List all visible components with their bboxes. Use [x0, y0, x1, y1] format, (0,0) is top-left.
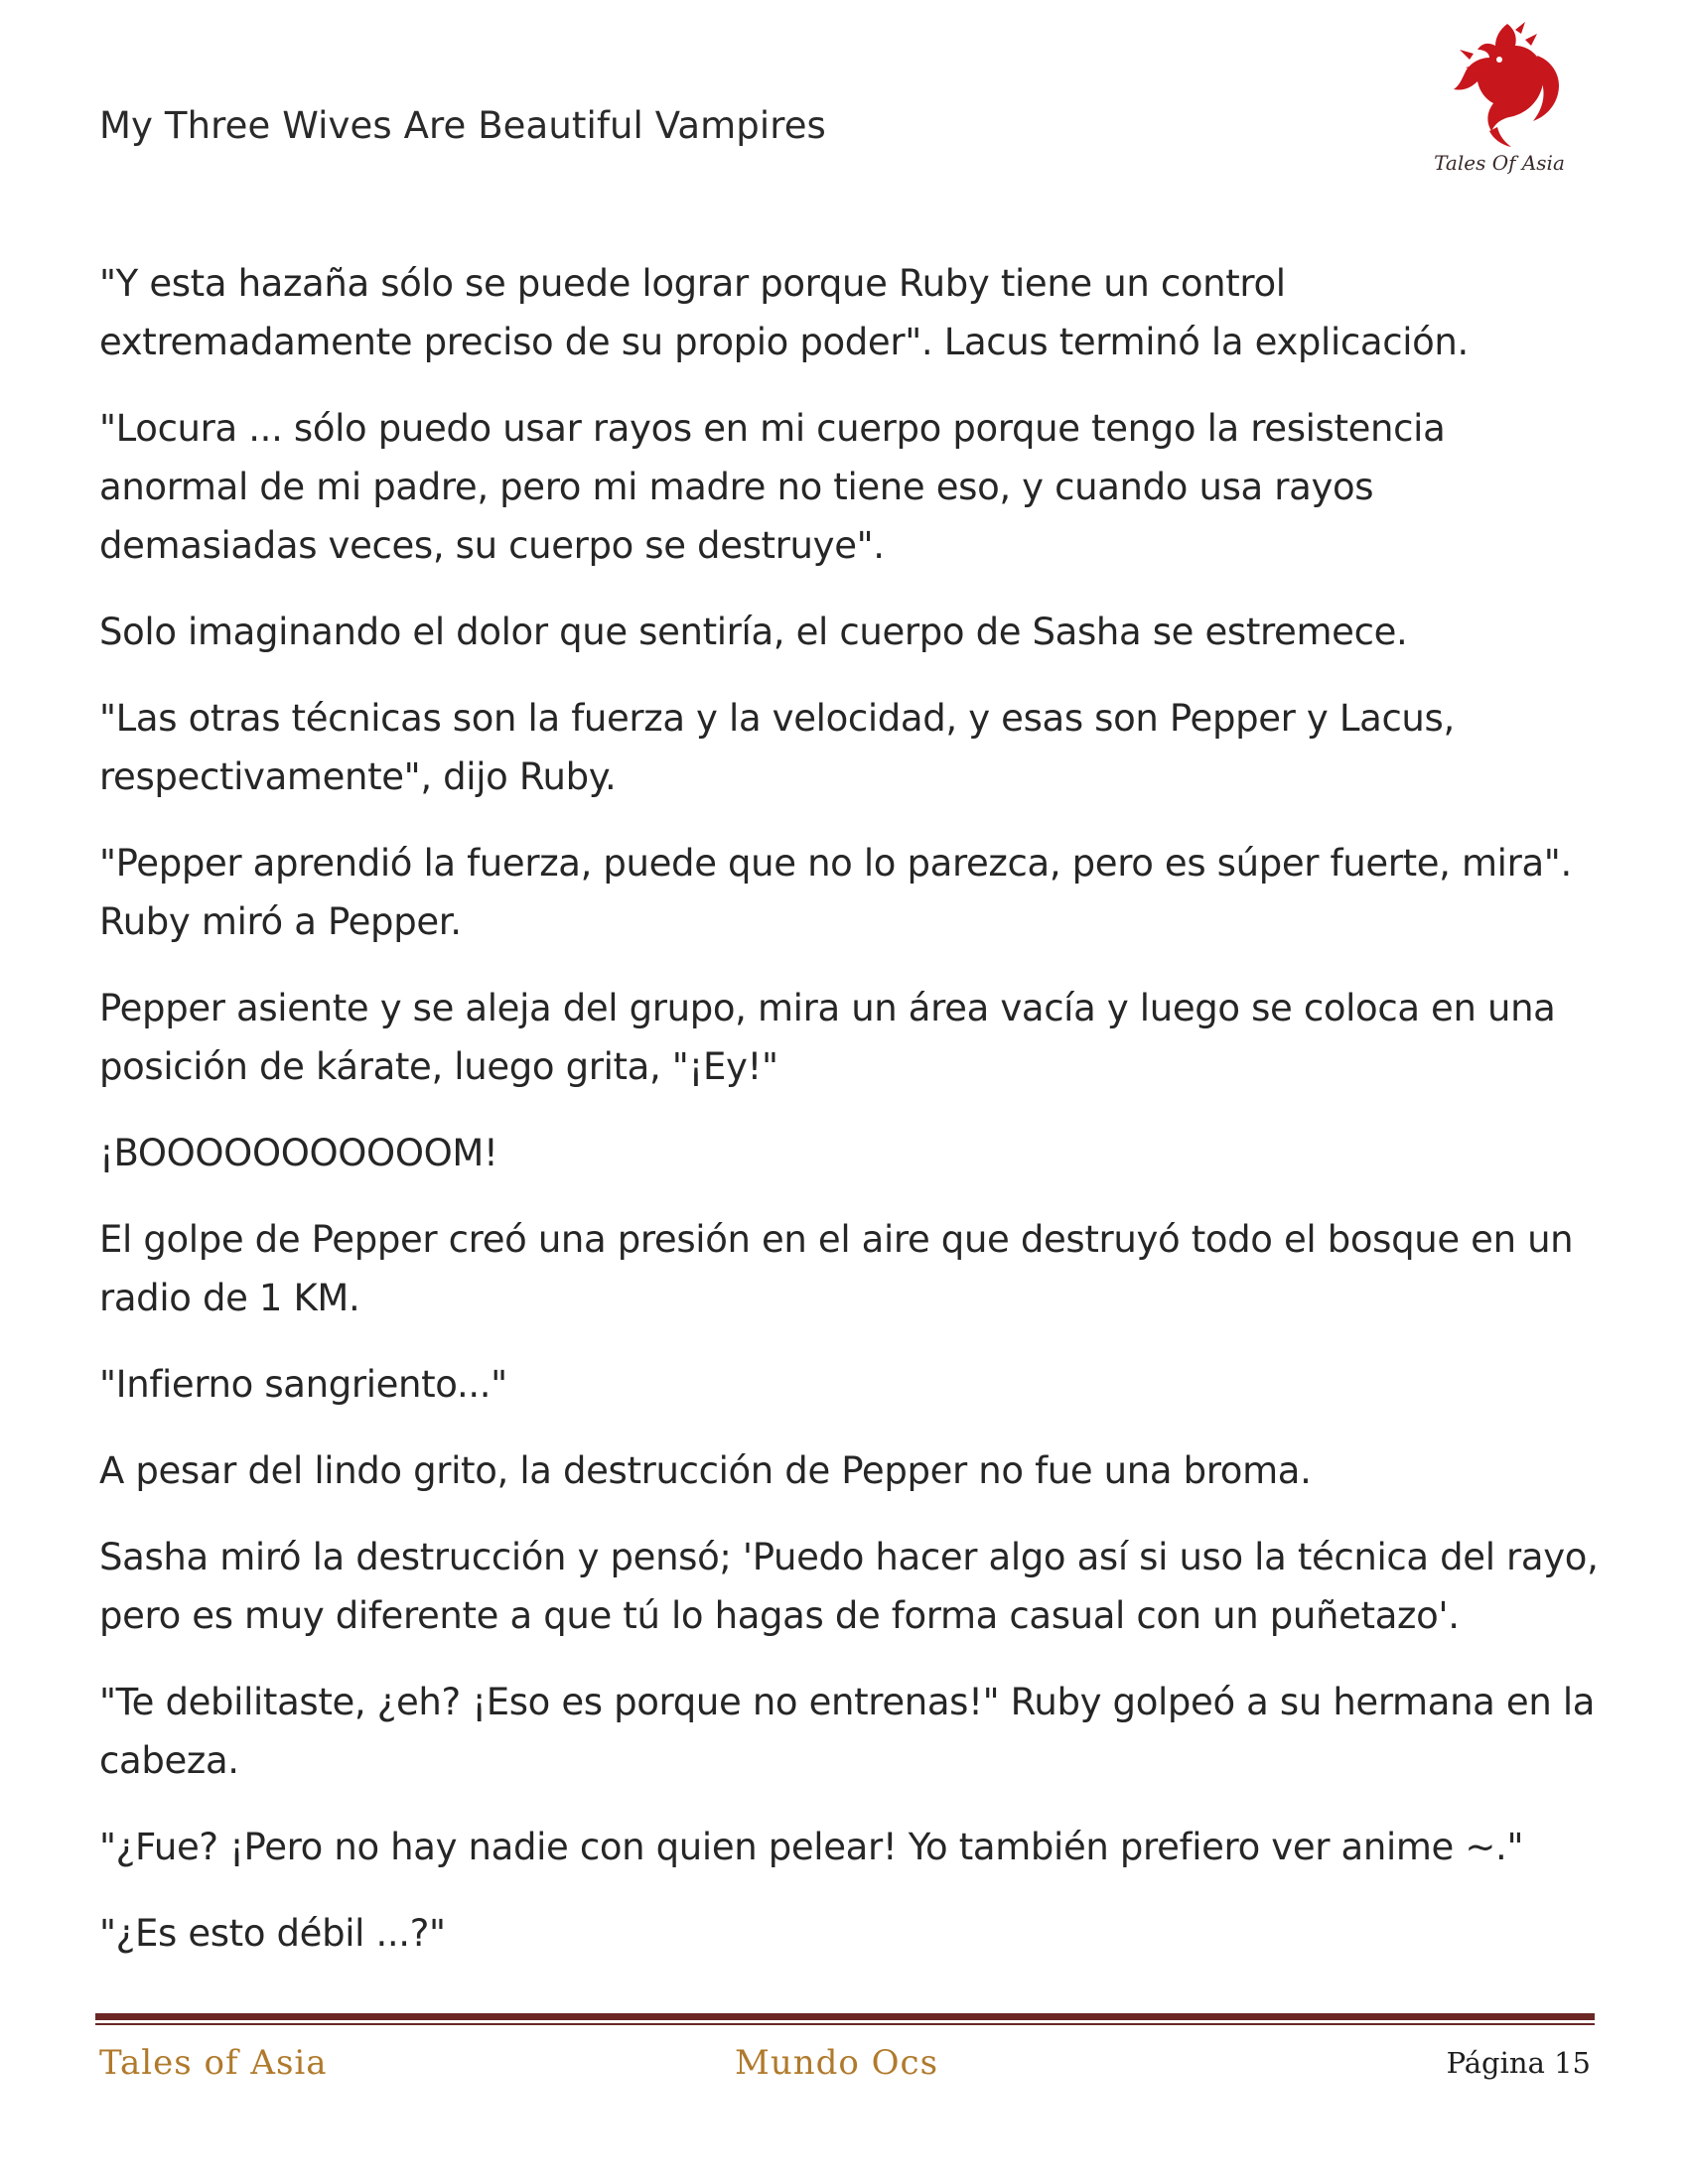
- footer-rule-thick: [95, 2013, 1595, 2020]
- logo-text: Tales Of Asia: [1434, 151, 1565, 175]
- page-number: Página 15: [1446, 2046, 1591, 2080]
- paragraph: "Y esta hazaña sólo se puede lograr porque Ruby tiene un control extremadamente preciso de su propio poder". Lacus terminó la explicación.: [99, 262, 1469, 363]
- document-body: [99, 254, 1599, 1990]
- paragraph: "Te debilitaste, ¿eh? ¡Eso es porque no entrenas!" Ruby golpeó a su hermana en la cabeza.: [99, 1681, 1596, 1782]
- paragraph: Pepper asiente y se aleja del grupo, mira un área vacía y luego se coloca en una posición de kárate, luego grita, "¡Ey!": [99, 987, 1556, 1088]
- paragraph: "¿Fue? ¡Pero no hay nadie con quien pelear! Yo también prefiero ver anime ~.": [99, 1826, 1524, 1868]
- paragraph: Sasha miró la destrucción y pensó; 'Puedo hacer algo así si uso la técnica del rayo, pero es muy diferente a que tú lo hagas de forma casual con un puñetazo'.: [99, 1536, 1599, 1637]
- paragraph: "Infierno sangriento...": [99, 1363, 507, 1406]
- tales-of-asia-logo: [1430, 20, 1569, 181]
- red-dragon-icon: [1430, 20, 1569, 151]
- paragraph: ¡BOOOOOOOOOOOM!: [99, 1132, 498, 1174]
- footer-rule-thin: [95, 2023, 1595, 2025]
- paragraph: "Locura ... sólo puedo usar rayos en mi cuerpo porque tengo la resistencia anormal de mi padre, pero mi madre no tiene eso, y cuando usa rayos demasiadas veces, su cuerpo se destruye".: [99, 407, 1446, 567]
- document-header-title: My Three Wives Are Beautiful Vampires: [99, 104, 826, 147]
- footer-divider: [95, 2013, 1595, 2025]
- paragraph: "Pepper aprendió la fuerza, puede que no lo parezca, pero es súper fuerte, mira". Ruby miró a Pepper.: [99, 842, 1572, 943]
- paragraph: A pesar del lindo grito, la destrucción de Pepper no fue una broma.: [99, 1449, 1312, 1492]
- paragraph: El golpe de Pepper creó una presión en el aire que destruyó todo el bosque en un radio de 1 KM.: [99, 1218, 1574, 1319]
- paragraph: "¿Es esto débil ...?": [99, 1912, 446, 1955]
- footer-center-text: Mundo Ocs: [735, 2043, 939, 2083]
- footer-left-text: Tales of Asia: [99, 2043, 328, 2083]
- paragraph: Solo imaginando el dolor que sentiría, el cuerpo de Sasha se estremece.: [99, 611, 1408, 653]
- paragraph: "Las otras técnicas son la fuerza y la velocidad, y esas son Pepper y Lacus, respectivamente", dijo Ruby.: [99, 697, 1455, 798]
